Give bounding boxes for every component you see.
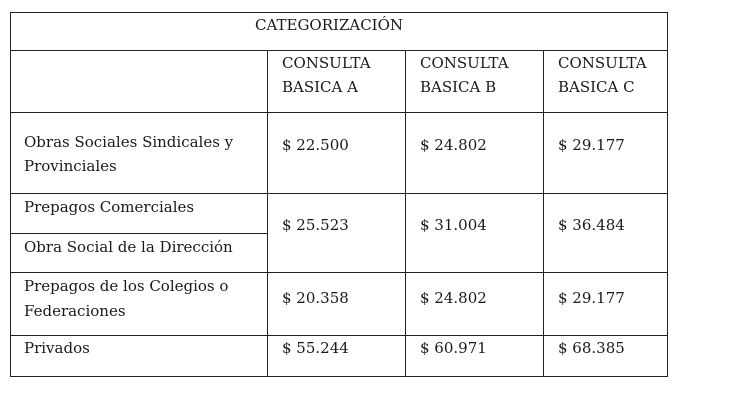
price-cell [268,194,406,272]
column-header-c-line1: CONSULTA [558,54,647,73]
price-cell [268,272,406,335]
price-value: $ 29.177 [558,288,625,307]
table-title: CATEGORIZACIÓN [255,16,404,34]
column-header-b-line2: BASICA B [420,78,497,97]
table-row [11,335,668,376]
price-cell [406,335,544,376]
table-row [11,272,668,335]
price-cell [544,113,668,194]
row-label-cell [11,194,268,233]
row-label-cell [11,335,268,376]
table-title-cell [11,13,668,51]
header-row [11,51,668,113]
price-value: $ 31.004 [420,216,487,235]
price-cell [406,113,544,194]
row-label-cell [11,113,268,194]
price-cell [544,272,668,335]
row-label: Prepagos Comerciales [24,198,195,217]
price-cell [268,113,406,194]
table-row [11,113,668,194]
price-cell [406,194,544,272]
column-header-c [544,51,668,113]
column-header-c-line2: BASICA C [558,78,635,97]
price-cell [544,194,668,272]
price-value: $ 22.500 [282,136,349,155]
row-label-cell [11,233,268,272]
price-value: $ 29.177 [558,136,625,155]
column-header-b-line1: CONSULTA [420,54,509,73]
price-value: $ 25.523 [282,216,349,235]
categorization-table [10,12,668,377]
row-label-line2: Federaciones [24,301,126,320]
price-cell [268,335,406,376]
column-header-b [406,51,544,113]
row-label: Privados [24,338,90,357]
price-value: $ 60.971 [420,338,487,357]
row-label-line1: Obras Sociales Sindicales y [24,133,234,152]
header-empty-cell [11,51,268,113]
price-value: $ 24.802 [420,136,487,155]
price-cell [544,335,668,376]
price-value: $ 68.385 [558,338,625,357]
price-cell [406,272,544,335]
price-value: $ 24.802 [420,288,487,307]
column-header-a-line1: CONSULTA [282,54,371,73]
table-row [11,194,668,233]
column-header-a [268,51,406,113]
price-value: $ 55.244 [282,338,349,357]
row-label-line2: Provinciales [24,157,117,176]
row-label-cell [11,272,268,335]
row-label-line1: Prepagos de los Colegios o [24,276,229,295]
price-value: $ 36.484 [558,216,625,235]
row-label: Obra Social de la Dirección [24,237,233,256]
price-value: $ 20.358 [282,288,349,307]
column-header-a-line2: BASICA A [282,78,358,97]
